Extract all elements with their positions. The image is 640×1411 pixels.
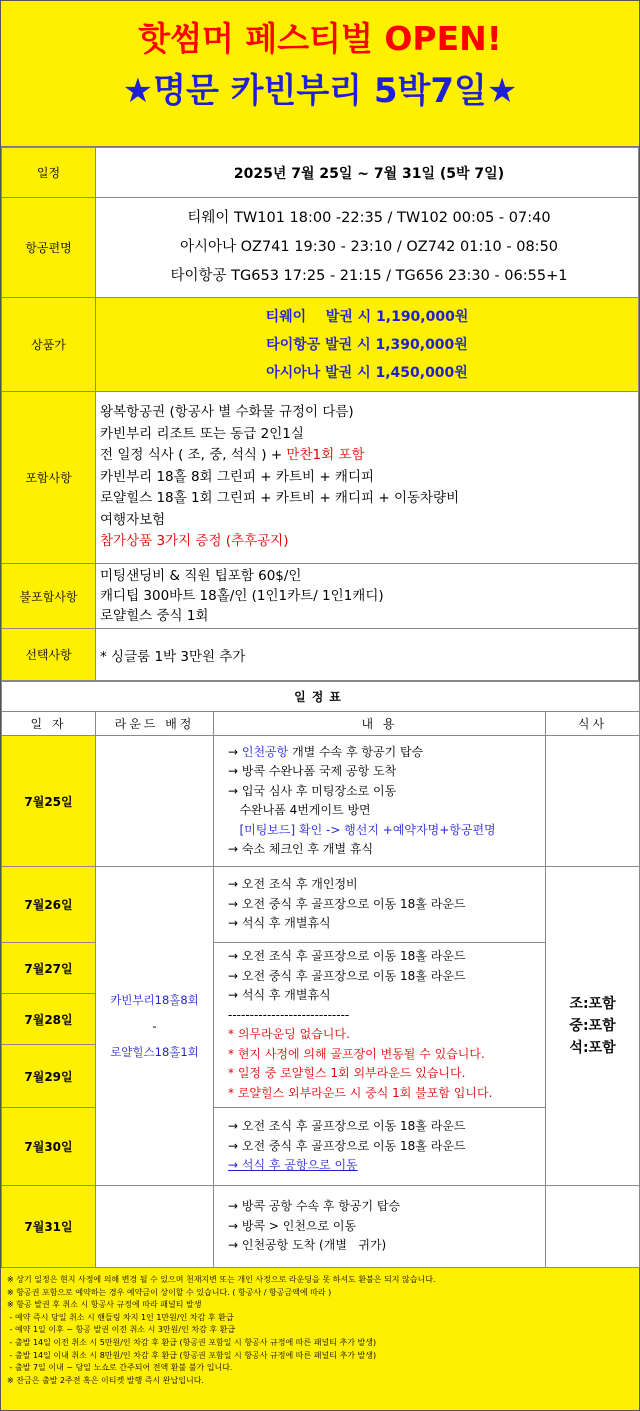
itinerary-line: → 오전 조식 후 골프장으로 이동 18홀 라운드 [228, 1119, 466, 1134]
itinerary-line: → 숙소 체크인 후 개별 휴식 [228, 842, 374, 856]
promo-title: 핫썸머 페스티벌 OPEN! [138, 19, 502, 58]
notice-line: * 현지 사정에 의해 골프장이 변동될 수 있습니다. [228, 1046, 485, 1061]
price-item: 티웨이 발권 시 1,190,000원 [265, 308, 469, 325]
itinerary-line: → 오전 조식 후 골프장으로 이동 18홀 라운드 [228, 949, 466, 963]
itinerary-line: → 오전 중식 후 골프장으로 이동 18홀 라운드 [228, 968, 466, 983]
day-date: 7월25일 [2, 736, 96, 867]
arrow: → [228, 744, 242, 759]
note-line: - 예약 즉시 당일 취소 시 핸들링 차지 1인 1만원/인 차감 후 환급 [7, 1312, 234, 1322]
itinerary-line: → 오전 중식 후 골프장으로 이동 18홀 라운드 [228, 1138, 466, 1153]
meeting-board-line: [미팅보드] 확인 -> 행선지 +예약자명+항공편명 [228, 822, 496, 837]
included-item [100, 445, 638, 467]
included-item: 로얄힐스 18홀 1회 그린피 + 카트비 + 캐디피 + 이동차량비 [100, 490, 460, 507]
price-label: 상품가 [2, 298, 96, 392]
meal-breakfast: 조:포함 [569, 996, 616, 1012]
note-line: - 출발 14일 이내 취소 시 8만원/인 차감 후 환급 (항공권 포함일 시 항공사 규정에 따른 패널티 추가 발생) [7, 1350, 377, 1360]
optional-row [2, 629, 639, 681]
schedule-row [2, 148, 639, 198]
price-list [96, 298, 639, 392]
round-separator: - [152, 1019, 157, 1033]
itinerary-line: → 방콕 수완나폼 국제 공항 도착 [228, 764, 397, 778]
day-date: 7월26일 [2, 867, 96, 943]
schedule-header-row [2, 712, 640, 736]
header-date: 일 자 [2, 712, 96, 736]
airport-transfer-link[interactable]: → 석식 후 공항으로 이동 [228, 1158, 358, 1173]
notes-section [1, 1268, 639, 1387]
included-item: 카빈부리 리조트 또는 동급 2인1실 [100, 425, 304, 442]
flight-list [96, 198, 639, 298]
day-itinerary [214, 867, 546, 943]
day-meal [546, 1186, 640, 1268]
flight-label: 항공편명 [2, 198, 96, 298]
day-row-2 [2, 867, 640, 943]
schedule-title: 일정표 [2, 682, 640, 712]
itinerary-text: 개별 수속 후 항공기 탑승 [288, 744, 424, 759]
optional-value: * 싱글룸 1박 3만원 추가 [96, 629, 639, 681]
header-content: 내 용 [214, 712, 546, 736]
excluded-item: 미팅샌딩비 & 직원 팁포함 60$/인 [100, 568, 302, 584]
notice-line: * 일정 중 로얄힐스 1회 외부라운드 있습니다. [228, 1066, 466, 1080]
price-item: 타이항공 발권 시 1,390,000원 [266, 336, 468, 353]
schedule-table [1, 681, 640, 1268]
included-item: 왕복항공권 (항공사 별 수화물 규정이 다름) [100, 404, 354, 421]
round-kabinburi: 카빈부리18홀8회 [110, 993, 199, 1007]
note-line: ※ 항공 발권 후 취소 시 항공사 규정에 따라 패널티 발생 [7, 1300, 202, 1310]
day-itinerary [214, 943, 546, 1108]
meal-info [546, 867, 640, 1186]
itinerary-line: → 오전 중식 후 골프장으로 이동 18홀 라운드 [228, 896, 466, 911]
itinerary-line [228, 743, 545, 763]
note-line: - 출발 14일 이전 취소 시 5만원/인 차감 후 환급 (항공권 포함일 시 항공사 규정에 따른 패널티 추가 발생) [7, 1337, 377, 1347]
day-round [96, 736, 214, 867]
day-itinerary [214, 736, 546, 867]
schedule-title-row [2, 682, 640, 712]
included-row [2, 392, 639, 564]
day-date: 7월27일 [2, 943, 96, 994]
excluded-list [96, 564, 639, 629]
incheon-airport-highlight: 인천공항 [241, 744, 289, 759]
note-line: - 출발 7일 이내 ~ 당일 노쇼로 간주되어 전액 환불 불가 입니다. [7, 1363, 233, 1373]
included-label: 포함사항 [2, 392, 96, 564]
itinerary-line: → 방콕 공항 수속 후 항공기 탑승 [228, 1199, 401, 1214]
itinerary-line: → 석식 후 개별휴식 [228, 988, 331, 1002]
info-table [1, 147, 639, 681]
note-line: - 예약 1일 이후 ~ 항공 발권 이전 취소 시 3만원/인 차감 후 환급 [7, 1325, 236, 1335]
day-date: 7월28일 [2, 994, 96, 1045]
optional-label: 선택사항 [2, 629, 96, 681]
included-list [96, 392, 639, 564]
notice-line: * 의무라운딩 없습니다. [228, 1027, 350, 1041]
day-itinerary [214, 1186, 546, 1268]
itinerary-line: → 오전 조식 후 개인정비 [228, 877, 358, 892]
meal-lunch: 중:포함 [569, 1018, 616, 1034]
day-date: 7월31일 [2, 1186, 96, 1268]
excluded-label: 불포함사항 [2, 564, 96, 629]
flight-item: 아시아나 OZ741 19:30 - 23:10 / OZ742 01:10 - 08:50 [179, 239, 559, 255]
day-meal [546, 736, 640, 867]
price-item: 아시아나 발권 시 1,450,000원 [266, 364, 468, 381]
excluded-row [2, 564, 639, 629]
meal-dinner: 석:포함 [569, 1040, 616, 1056]
flight-item: 티웨이 TW101 18:00 -22:35 / TW102 00:05 - 07:40 [187, 210, 551, 226]
note-line: ※ 항공권 포함으로 예약하는 경우 예약금이 상이할 수 있습니다. ( 항공사 / 항공금액에 따라 ) [7, 1287, 332, 1297]
included-meal-highlight: 만찬1회 포함 [286, 447, 365, 464]
day-row-1 [2, 736, 640, 867]
header-round: 라운드 배정 [96, 712, 214, 736]
schedule-value: 2025년 7월 25일 ~ 7월 31일 (5박 7일) [96, 148, 639, 198]
promo-subtitle: ★명문 카빈부리 5박7일★ [122, 71, 518, 111]
round-assignment [96, 867, 214, 1186]
excluded-item: 로얄힐스 중식 1회 [100, 608, 209, 624]
itinerary-line: → 방콕 > 인천으로 이동 [228, 1218, 357, 1233]
included-meal: 전 일정 식사 ( 조, 중, 석식 ) + [100, 447, 287, 464]
itinerary-line: → 석식 후 개별휴식 [228, 916, 331, 931]
round-royal-hills: 로얄힐스18홀1회 [110, 1045, 199, 1059]
price-row [2, 298, 639, 392]
day-round [96, 1186, 214, 1268]
included-item: 카빈부리 18홀 8회 그린피 + 카트비 + 캐디피 [100, 468, 375, 485]
included-item: 여행자보험 [100, 511, 166, 528]
itinerary-line: → 입국 심사 후 미팅장소로 이동 [228, 783, 397, 798]
day-itinerary [214, 1108, 546, 1186]
flight-row [2, 198, 639, 298]
note-line: ※ 상기 일정은 현지 사정에 의해 변경 될 수 있으며 천재지변 또는 개인 사정으로 라운딩을 못 하셔도 환불은 되지 않습니다. [7, 1275, 436, 1284]
schedule-label: 일정 [2, 148, 96, 198]
excluded-item: 캐디팁 300바트 18홀/인 (1인1카트/ 1인1캐디) [100, 588, 384, 604]
day-row-7 [2, 1186, 640, 1268]
included-gift: 참가상품 3가지 증정 (추후공지) [100, 533, 289, 550]
itinerary-line: → 인천공항 도착 (개별 귀가) [228, 1238, 387, 1253]
itinerary-line: 수완나폼 4번게이트 방면 [228, 803, 371, 817]
notice-line: * 로얄힐스 외부라운드 시 중식 1회 불포함 입니다. [228, 1085, 493, 1100]
flight-item: 타이항공 TG653 17:25 - 21:15 / TG656 23:30 - 06:55+1 [170, 268, 568, 284]
header-meal: 식사 [546, 712, 640, 736]
divider-line: ---------------------------- [228, 1007, 350, 1022]
day-date: 7월30일 [2, 1108, 96, 1186]
day-date: 7월29일 [2, 1045, 96, 1108]
note-line: ※ 잔금은 출발 2주전 혹은 이티켓 발행 즉시 완납입니다. [7, 1375, 204, 1385]
header [1, 1, 639, 147]
